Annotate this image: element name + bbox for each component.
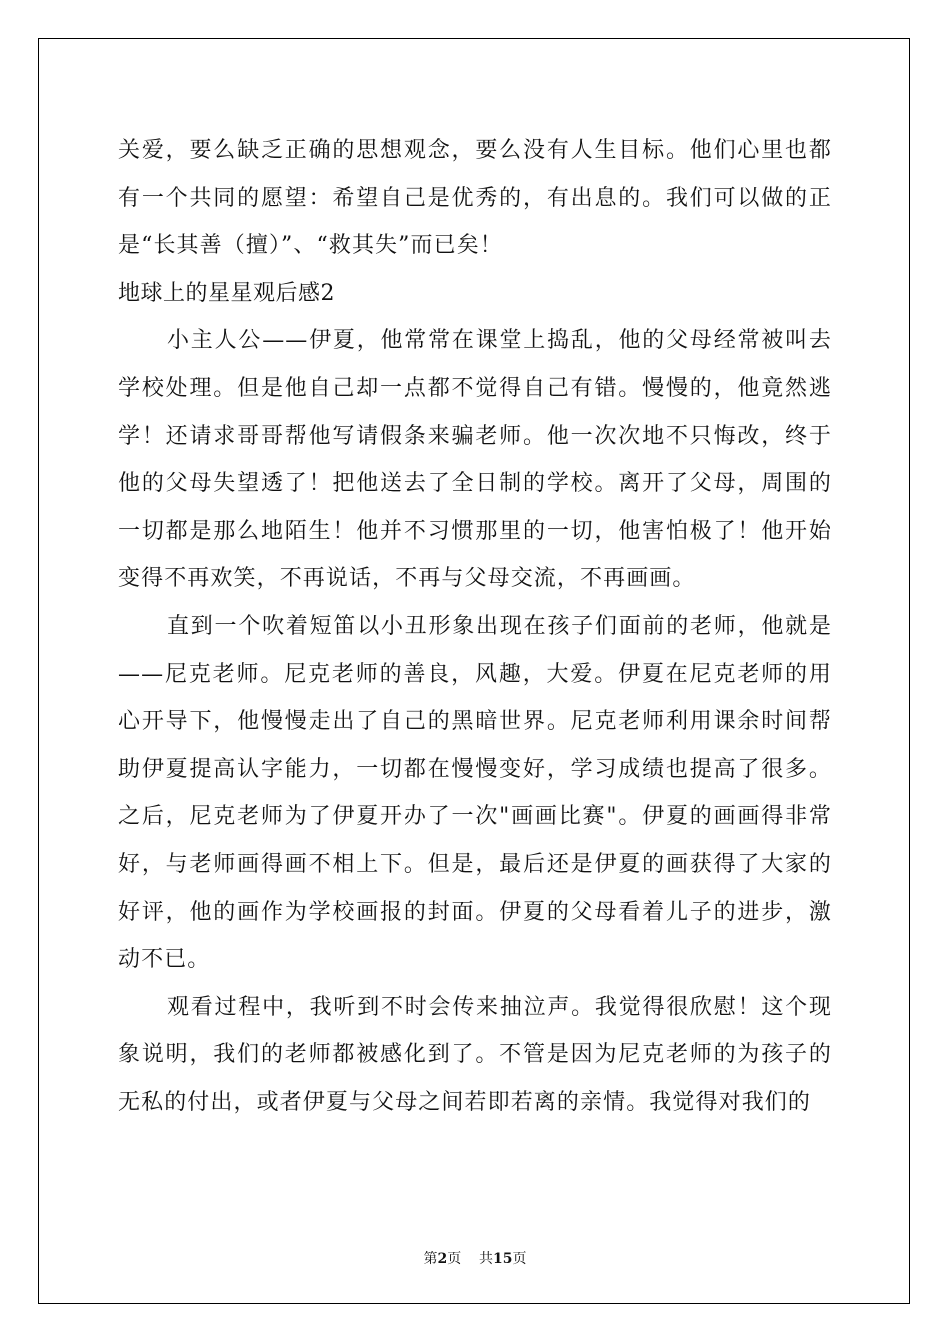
section-heading: 地球上的星星观后感2 [118, 280, 335, 306]
paragraph: 观看过程中，我听到不时会传来抽泣声。我觉得很欣慰！这个现象说明，我们的老师都被感化到了。不管是因为尼克老师的为孩子的无私的付出，或者伊夏与父母之间若即若离的亲情。我觉得对我们的 [118, 994, 832, 1115]
page-suffix: 页 [447, 1251, 462, 1267]
paragraph: 小主人公——伊夏，他常常在课堂上捣乱，他的父母经常被叫去学校处理。但是他自己却一点都不觉得自己有错。慢慢的，他竟然逃学！还请求哥哥帮他写请假条来骗老师。他一次次地不只悔改，终于他的父母失望透了！把他送去了全日制的学校。离开了父母，周围的一切都是那么地陌生！他并不习惯那里的一切，他害怕极了！他开始变得不再欢笑，不再说话，不再与父母交流，不再画画。 [118, 328, 832, 592]
paragraph-continuation: 关爱，要么缺乏正确的思想观念，要么没有人生目标。他们心里也都有一个共同的愿望：希望自己是优秀的，有出息的。我们可以做的正是“长其善（擅）”、“救其失”而已矣！ [118, 138, 832, 259]
page-footer [0, 1248, 950, 1268]
document-body [118, 127, 832, 1126]
total-suffix: 页 [512, 1251, 527, 1267]
page-number: 2 [437, 1251, 448, 1267]
total-prefix: 共 [479, 1251, 494, 1267]
page-prefix: 第 [423, 1251, 438, 1267]
paragraph: 直到一个吹着短笛以小丑形象出现在孩子们面前的老师，他就是——尼克老师。尼克老师的善良，风趣，大爱。伊夏在尼克老师的用心开导下，他慢慢走出了自己的黑暗世界。尼克老师利用课余时间帮助伊夏提高认字能力，一切都在慢慢变好，学习成绩也提高了很多。之后，尼克老师为了伊夏开办了一次"画画比赛"。伊夏的画画得非常好，与老师画得画不相上下。但是，最后还是伊夏的画获得了大家的好评，他的画作为学校画报的封面。伊夏的父母看着儿子的进步，激动不已。 [118, 613, 832, 973]
total-pages: 15 [493, 1251, 513, 1267]
